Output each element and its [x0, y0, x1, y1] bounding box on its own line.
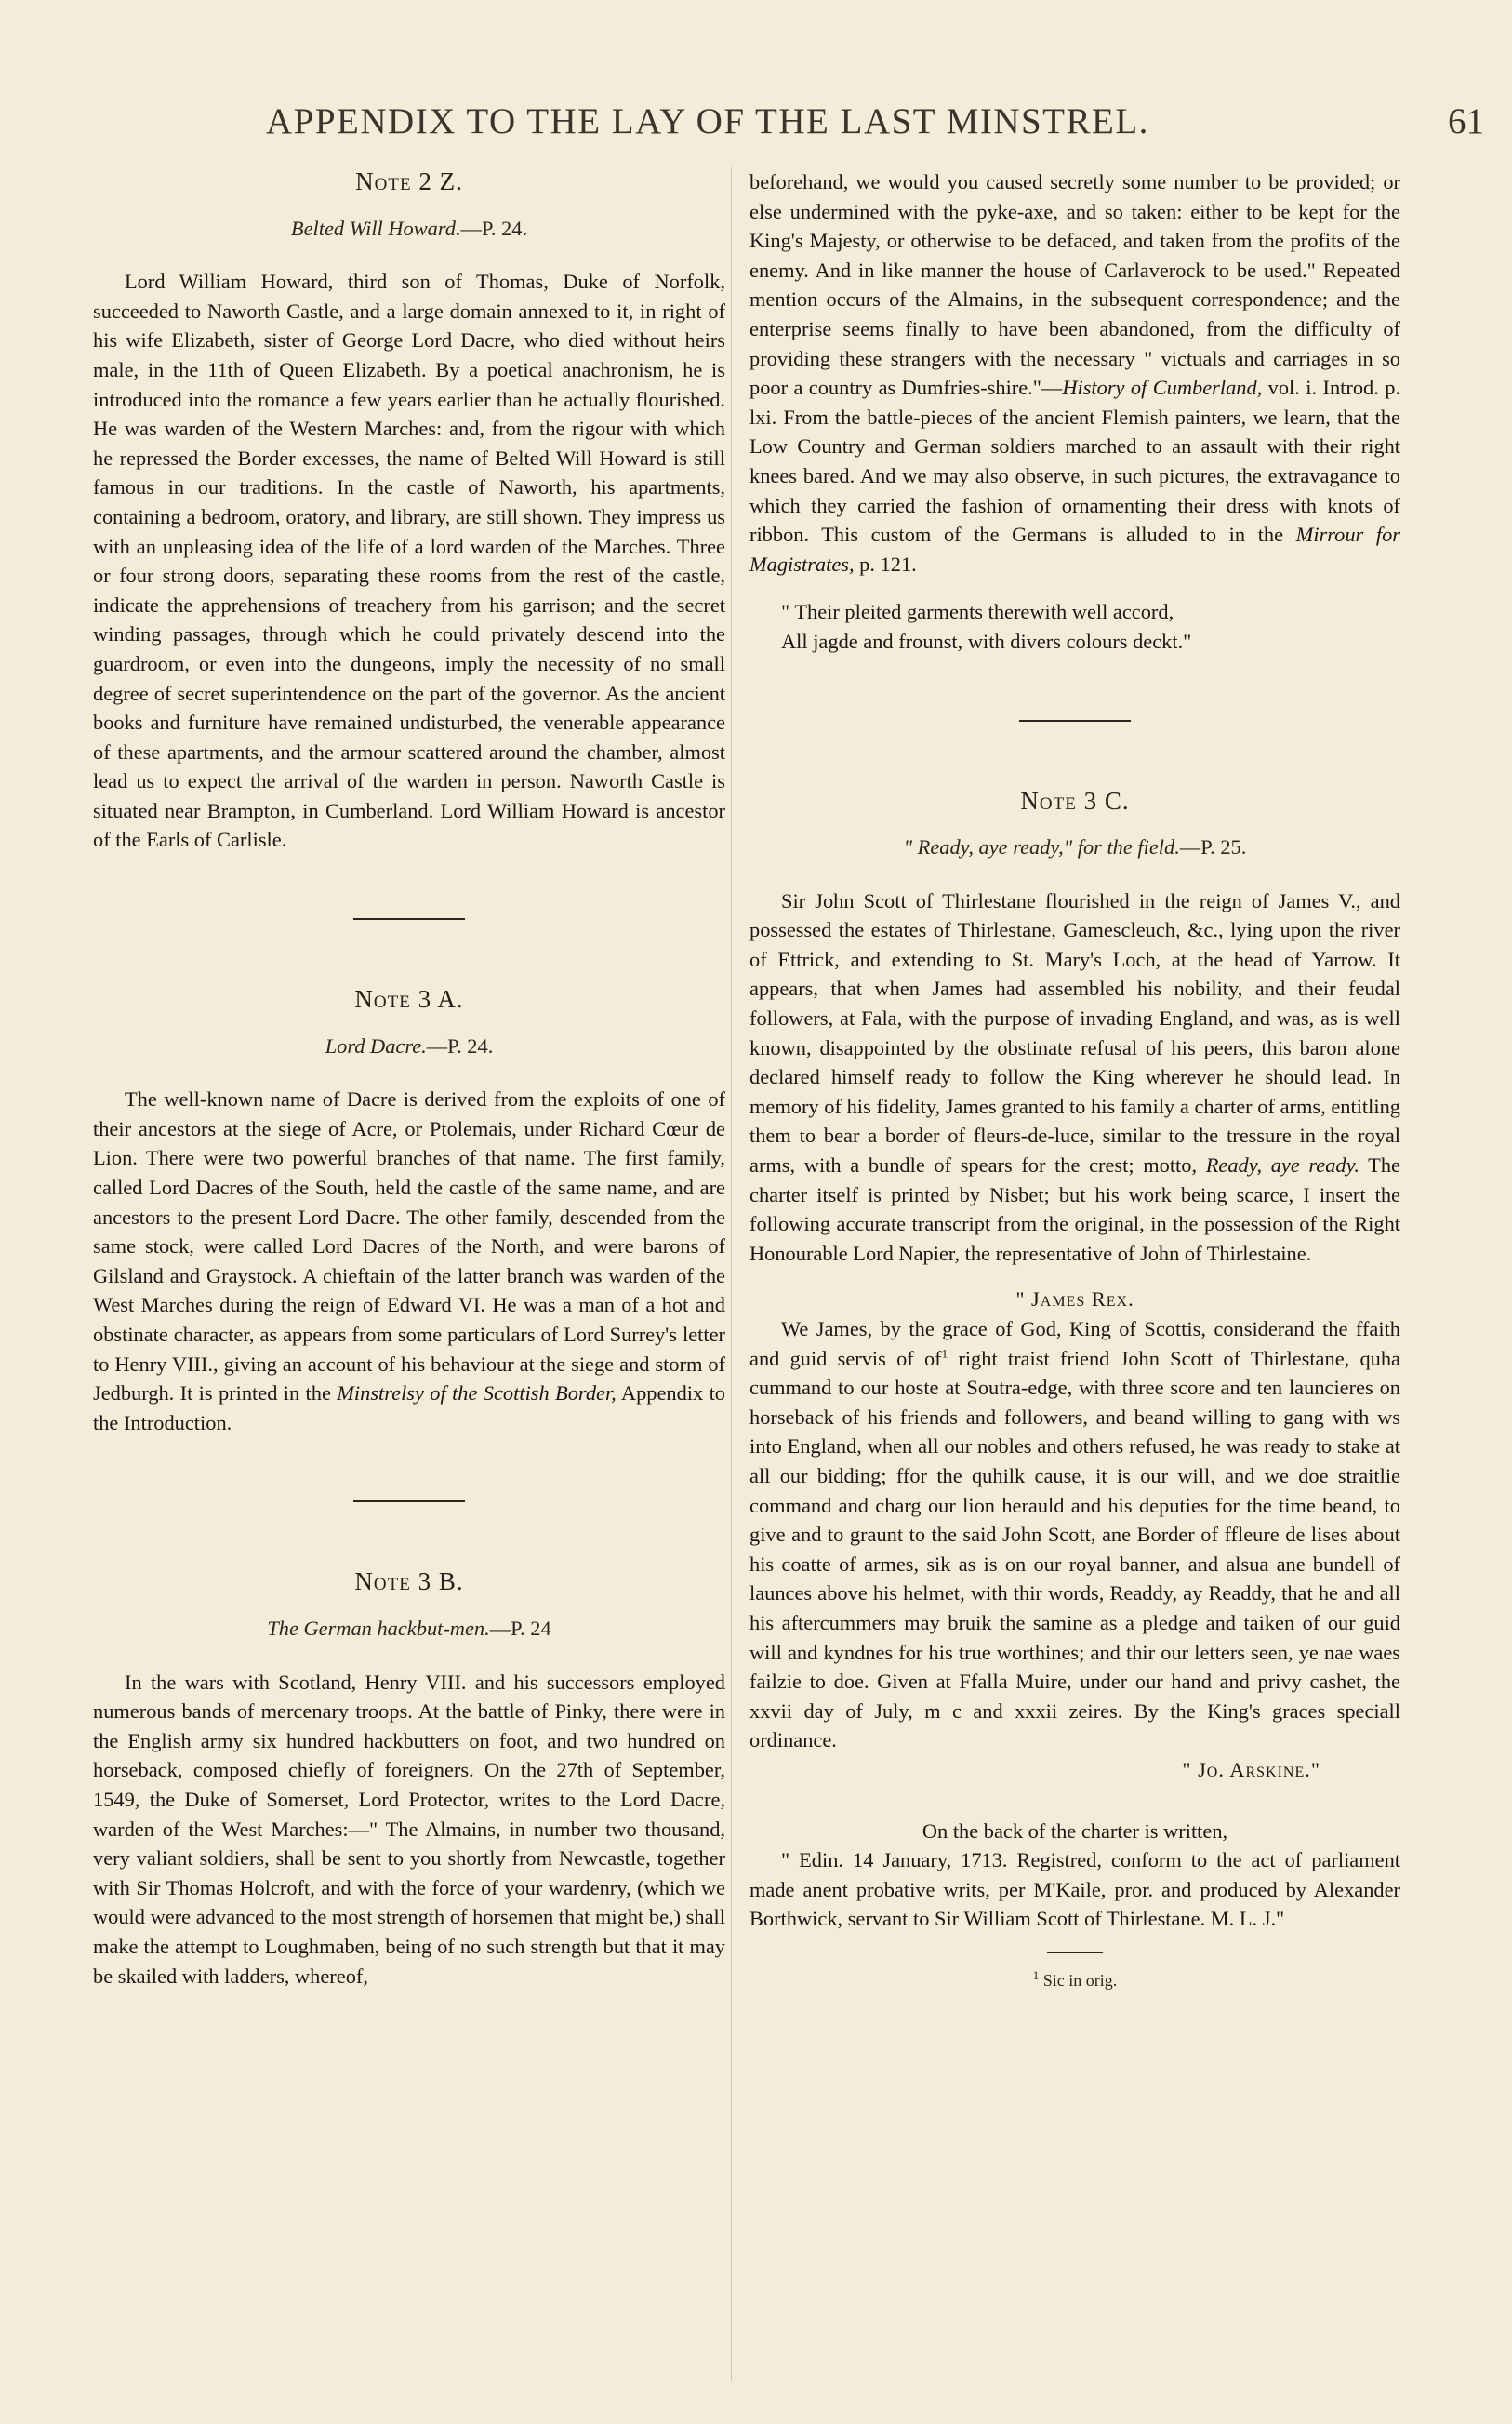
note-heading-text: Note 3 A.	[354, 985, 464, 1014]
book-title: History of Cumberland,	[1062, 376, 1263, 400]
note-3b	[93, 1567, 725, 1991]
note-reference	[749, 832, 1400, 862]
note-heading	[93, 167, 725, 197]
note-paragraph: Lord William Howard, third son of Thomas, Duke of Norfolk, succeeded to Naworth Castle, and a large domain annexed to it, in right of his wife Elizabeth, sister of George Lord Dacre, who died without heirs male, in the 11th of Queen Elizabeth. By a poetical anachronism, he is introduced into the romance a few years earlier than he actually flourished. He was warden of the Western Marches: and, from the rigour with which he repressed the Border excesses, the name of Belted Will Howard is still famous in our traditions. In the castle of Naworth, his apartments, containing a bedroom, oratory, and library, are still shown. They impress us with an unpleasing idea of the life of a lord warden of the Marches. Three or four strong doors, separating these rooms from the rest of the castle, indicate the apprehensions of treachery from his garrison; and the secret winding passages, through which he could privately descend into the guardroom, or even into the dungeons, imply the necessity of no small degree of secret superintendence on the part of the governor. As the ancient books and furniture have remained undisturbed, the venerable appearance of these apartments, and the armour scattered around the chamber, almost lead us to expect the arrival of the warden in person. Naworth Castle is situated near Brampton, in Cumberland. Lord William Howard is ancestor of the Earls of Carlisle.	[93, 270, 725, 852]
book-title: Mirrour for Magistrates,	[749, 523, 1400, 576]
note-reference	[93, 1614, 725, 1644]
running-head: APPENDIX TO THE LAY OF THE LAST MINSTREL.	[266, 101, 1149, 141]
note-reference-page: —P. 24.	[426, 1033, 494, 1058]
right-column	[749, 167, 1400, 1995]
note-paragraph	[749, 167, 1400, 579]
page-number: 61	[1448, 101, 1484, 141]
note-reference-title: The German hackbut-men.	[267, 1616, 490, 1640]
column-divider	[731, 167, 732, 2381]
paragraph-text: The charter itself is printed by Nisbet; but his work being scarce, I insert the following accurate transcript from the original, in the possession of the Right Honourable Lord Napier, the representative of John of Thirlestaine.	[749, 1153, 1400, 1265]
verse-quote	[749, 597, 1400, 656]
paragraph-text: vol. i. Introd. p. lxi. From the battle-pieces of the ancient Flemish painters, we learn, that the Low Country and German soldiers marched to an assault with their right knees bared. And we may also observe, in such pictures, the extravagance to which they carried the fashion of ornamenting their dress with knots of ribbon. This custom of the Germans is alluded to in the	[749, 376, 1401, 547]
note-3b-continued	[749, 167, 1400, 657]
note-paragraph	[749, 886, 1400, 1269]
left-column	[93, 167, 725, 1991]
section-rule	[353, 1500, 465, 1502]
note-paragraph	[93, 1085, 725, 1437]
paragraph-text: Sir John Scott of Thirlestane flourished in the reign of James V., and possessed the estates of Thirlestane, Gamescleuch, &c., lying upon the river of Ettrick, and extending to St. Mary's Loch, at the head of Yarrow. It appears, that when James had assembled his nobility, and their feudal followers, at Fala, with the purpose of invading England, and was, as is well known, disappointed by the obstinate refusal of his peers, this baron alone declared himself ready to follow the King wherever he should lead. In memory of his fidelity, James granted to his family a charter of arms, entitling them to bear a border of fleurs-de-luce, similar to the tressure in the royal arms, with a bundle of spears for the crest; motto,	[749, 888, 1400, 1178]
footnote-rule	[1047, 1952, 1103, 1953]
section-rule	[353, 918, 465, 920]
note-paragraph: In the wars with Scotland, Henry VIII. and his successors employed numerous bands of mercenary troops. At the battle of Pinky, there were in the English army six hundred hackbutters on foot, and two hundred on horseback, composed chiefly of foreigners. On the 27th of September, 1549, the Duke of Somerset, Lord Protector, writes to the Lord Dacre, warden of the West Marches:—" The Almains, in number two thousand, very valiant soldiers, shall be sent to you shortly from Newcastle, together with Sir Thomas Holcroft, and with the force of your wardenry, (which we would were advanced to the most strength of horsemen that might be,) shall make the attempt to Loughmaben, being of no such strength but that it may be skailed with ladders, whereof,	[93, 1670, 725, 1988]
footnote-marker: 1	[941, 1346, 948, 1361]
verse-line: " Their pleited garments therewith well accord,	[781, 600, 1174, 624]
note-heading-text: Note 3 C.	[1020, 786, 1130, 815]
verse-line: All jagde and frounst, with divers colours deckt."	[781, 629, 1192, 653]
charter-back-text: " Edin. 14 January, 1713. Registred, conform to the act of parliament made anent probative writs, per M'Kaile, pror. and produced by Alexander Borthwick, servant to Sir William Scott of Thirlestane. M. L. J."	[749, 1848, 1400, 1931]
note-reference-page: —P. 25.	[1179, 835, 1247, 859]
charter-back-intro: On the back of the charter is written,	[922, 1818, 1228, 1843]
note-heading-text: Note 2 Z.	[355, 167, 463, 195]
footnote-text: Sic in orig.	[1042, 1970, 1118, 1990]
charter-salutation: " James Rex.	[1015, 1287, 1134, 1312]
note-reference	[93, 1032, 725, 1061]
charter-signature: " Jo. Arskine."	[1182, 1757, 1320, 1781]
note-heading	[749, 787, 1400, 817]
note-heading	[93, 1567, 725, 1597]
footnote-number: 1	[1032, 1967, 1040, 1982]
note-3c	[749, 787, 1400, 1996]
note-3a	[93, 985, 725, 1437]
paragraph-text: We James, by the grace of God, King of Scottis, considerand the ffaith and guid servis of of	[749, 1317, 1400, 1370]
paragraph-text: right traist friend John Scott of Thirlestane, quha cummand to our hoste at Soutra-edge, with three score and ten launcieres on horseback of his friends and followers, and beand willing to gang with ws into England, when all our nobles and others refused, he was ready to stake at all our bidding; ffor the quhilk cause, it is our will, and we doe straitlie command and charg our lion herauld and his deputies for the time beand, to give and to graunt to the said John Scott, ane Border of ffleure de lises about his coatte of armes, sik as is on our royal banner, and alsua ane bundell of launces above his helmet, with thir words, Readdy, ay Readdy, that he and all his aftercummers may bruik the samine as a pledge and taiken of our guid will and kyndnes for his true worthines; and thir our letters seen, ye nae waes failzie to doe. Given at Ffalla Muire, under our hand and privy cashet, the xxvii day of July, m c and xxxii zeires. By the King's graces speciall ordinance.	[749, 1346, 1400, 1752]
note-reference-page: —P. 24	[489, 1616, 551, 1640]
note-2z	[93, 167, 725, 855]
note-reference-title: Lord Dacre.	[325, 1033, 427, 1058]
motto-text: Ready, aye ready.	[1205, 1153, 1359, 1178]
note-reference-title: " Ready, aye ready," for the field.	[903, 835, 1180, 859]
note-heading-text: Note 3 B.	[354, 1567, 464, 1596]
note-heading	[93, 985, 725, 1015]
section-rule	[1019, 720, 1131, 722]
paragraph-text: beforehand, we would you caused secretly some number to be provided; or else undermined with the pyke-axe, and so taken: either to be kept for the King's Majesty, or otherwise to be defaced, and taken from the profits of the enemy. And in like manner the house of Carlaverock to be used." Repeated mention occurs of the Almains, in the subsequent correspondence; and the enterprise seems finally to have been abandoned, from the difficulty of providing these strangers with the necessary " victuals and carriages in so poor a country as Dumfries-shire."—	[749, 170, 1400, 400]
note-reference	[93, 214, 725, 244]
note-reference-page: —P. 24.	[460, 216, 528, 240]
note-reference-title: Belted Will Howard.	[290, 216, 461, 240]
paragraph-text: p. 121.	[854, 552, 917, 576]
paragraph-text: Appendix to the Introduction.	[93, 1381, 725, 1434]
paragraph-text: The well-known name of Dacre is derived from the exploits of one of their ancestors at the siege of Acre, or Ptolemais, under Richard Cœur de Lion. There were two powerful branches of that name. The first family, called Lord Dacres of the South, held the castle of the same name, and are ancestors to the present Lord Dacre. The other family, descended from the same stock, were called Lord Dacres of the North, and were barons of Gilsland and Graystock. A chieftain of the latter branch was warden of the West Marches during the reign of Edward VI. He was a man of a hot and obstinate character, as appears from some particulars of Lord Surrey's letter to Henry VIII., giving an account of his behaviour at the siege and storm of Jedburgh. It is printed in the	[93, 1087, 725, 1405]
charter-paragraph	[749, 1314, 1400, 1755]
footnote	[749, 1966, 1400, 1996]
book-title: Minstrelsy of the Scottish Border,	[337, 1381, 617, 1405]
